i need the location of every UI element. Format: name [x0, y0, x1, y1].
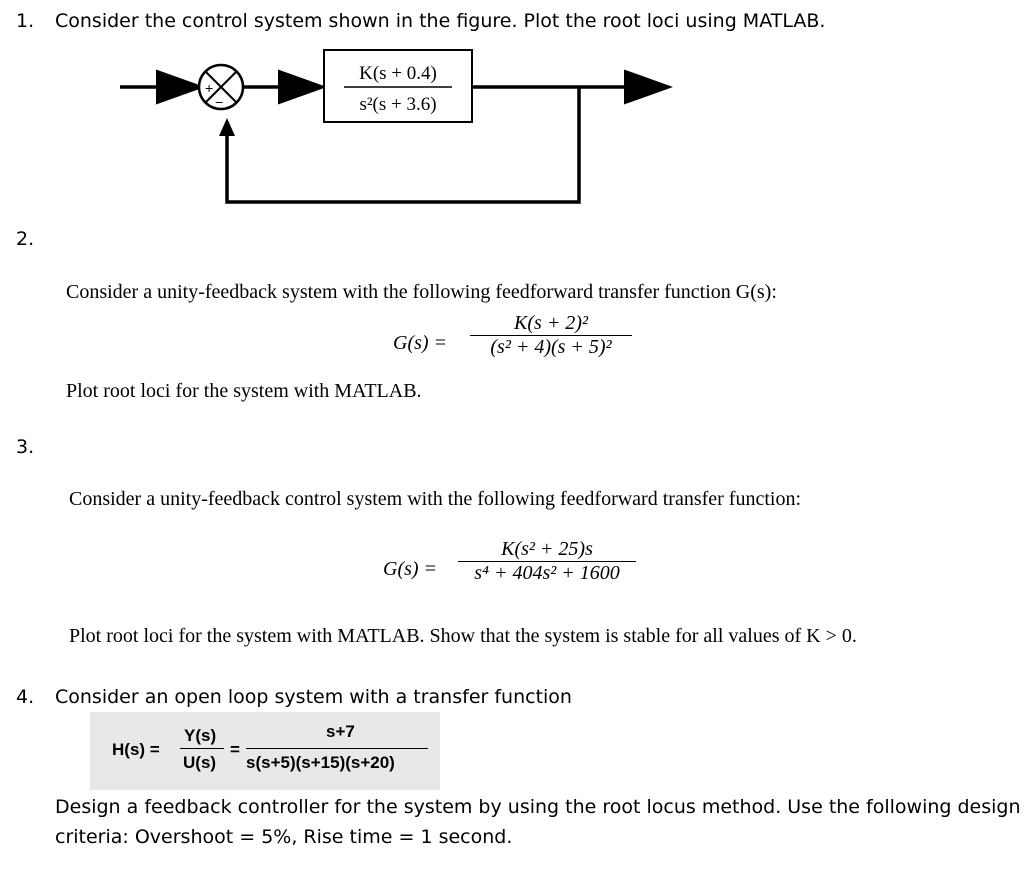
block-denominator: s²(s + 3.6)	[359, 94, 437, 115]
problem-3-outro: Plot root loci for the system with MATLAB. Show that the system is stable for all values of K > 0.	[69, 625, 857, 647]
problem-3-intro: Consider a unity-feedback control system with the following feedforward transfer function:	[69, 488, 802, 510]
problem-3-number: 3.	[16, 436, 35, 458]
problem-2-fraction	[470, 312, 632, 359]
problem-2-intro: Consider a unity-feedback system with the following feedforward transfer function G(s):	[66, 281, 777, 303]
eq-denominator: s(s+5)(s+15)(s+20)	[246, 753, 395, 772]
eq-ratio-numerator: Y(s)	[184, 726, 217, 745]
eq-lhs: H(s) =	[112, 740, 160, 759]
problem-3-numerator: K(s² + 25)s	[501, 538, 593, 560]
problem-3-lhs: G(s) =	[383, 558, 438, 580]
problem-2-lhs: G(s) =	[393, 332, 448, 354]
problem-2-denominator: (s² + 4)(s + 5)²	[490, 336, 612, 358]
block-diagram	[110, 40, 690, 215]
block-numerator: K(s + 0.4)	[359, 63, 437, 84]
problem-4-line-1: Design a feedback controller for the system by using the root locus method. Use the following design	[55, 796, 1021, 818]
summing-junction	[199, 65, 243, 110]
problem-4-number: 4.	[16, 686, 35, 708]
problem-1-number: 1.	[16, 10, 35, 32]
problem-2-numerator: K(s + 2)²	[514, 312, 588, 334]
problem-4-intro: Consider an open loop system with a transfer function	[55, 686, 572, 708]
eq-numerator: s+7	[326, 722, 355, 741]
problem-4-line-2: criteria: Overshoot = 5%, Rise time = 1 second.	[55, 826, 513, 848]
sum-minus-sign: −	[215, 94, 224, 110]
eq-sign: =	[230, 740, 240, 759]
problem-2-outro: Plot root loci for the system with MATLAB.	[66, 380, 422, 402]
problem-4-equation	[90, 712, 440, 790]
sum-plus-sign: +	[205, 80, 214, 96]
eq-ratio-denominator: U(s)	[183, 753, 217, 772]
problem-3-denominator: s⁴ + 404s² + 1600	[474, 562, 620, 584]
problem-1-text: Consider the control system shown in the figure. Plot the root loci using MATLAB.	[55, 10, 826, 32]
problem-3-fraction	[458, 538, 636, 585]
problem-2-number: 2.	[16, 228, 35, 250]
